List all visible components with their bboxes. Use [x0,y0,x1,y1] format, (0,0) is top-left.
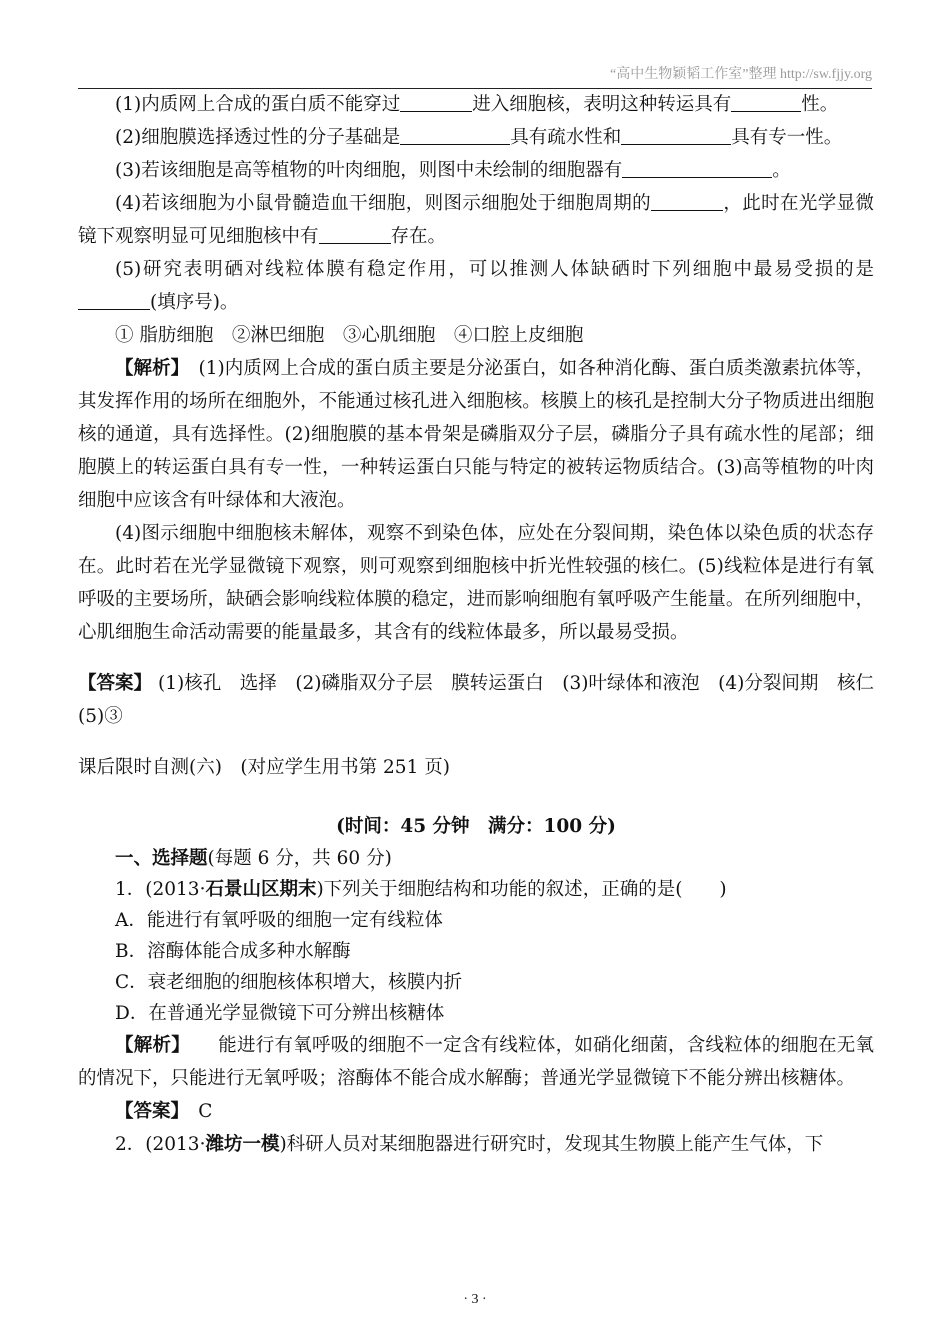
answer-blank [400,126,510,145]
analysis-1-text-1: (1)内质网上合成的蛋白质主要是分泌蛋白，如各种消化酶、蛋白质类激素抗体等，其发挥作用的场所在细胞外，不能通过核孔进入细胞核。核膜上的核孔是控制大分子物质进出细胞核的通道，具有选择性。(2)细胞膜的基本骨架是磷脂双分子层，磷脂分子具有疏水性的尾部；细胞膜上的转运蛋白具有专一性，一种转运蛋白只能与特定的被转运物质结合。(3)高等植物的叶肉细胞中应该含有叶绿体和大液泡。 [78,358,874,511]
mc2-source: 潍坊一模 [205,1134,280,1155]
question-1 [78,88,874,121]
header-text: “高中生物颖韬工作室”整理 http://sw.fjjy.org [610,67,872,82]
answer-1-text: (1)核孔 选择 (2)磷脂双分子层 膜转运蛋白 (3)叶绿体和液泡 (4)分裂间期 核仁 (5)③ [78,673,911,727]
mc1-option-c: C．衰老细胞的细胞核体积增大，核膜内折 [115,972,463,993]
mc2-stem: )科研人员对某细胞器进行研究时，发现其生物膜上能产生气体，下 [279,1134,824,1155]
mc1-option-d: D．在普通光学显微镜下可分辨出核糖体 [115,1003,445,1024]
question-4 [78,187,874,253]
analysis-1-para-2: (4)图示细胞中细胞核未解体，观察不到染色体，应处在分裂间期，染色体以染色质的状态存在。此时若在光学显微镜下观察，则可观察到细胞核中折光性较强的核仁。(5)线粒体是进行有氧呼吸的主要场所，缺硒会影响线粒体膜的稳定，进而影响细胞有氧呼吸产生能量。在所列细胞中，心肌细胞生命活动需要的能量最多，其含有的线粒体最多，所以最易受损。 [78,523,874,643]
q5-text-b: (填序号)。 [150,292,239,313]
part-title: 一、选择题 [115,848,208,869]
q3-text-a: (3)若该细胞是高等植物的叶肉细胞，则图中未绘制的细胞器有 [115,160,623,181]
q2-text-a: (2)细胞膜选择透过性的分子基础是 [115,127,401,148]
analysis-1-para-1 [78,352,874,517]
mc1-option-a: A．能进行有氧呼吸的细胞一定有线粒体 [115,910,443,931]
answer-blank [78,291,150,310]
mc1-option-b: B．溶酶体能合成多种水解酶 [115,941,351,962]
question-3 [78,154,874,187]
q2-text-c: 具有专一性。 [731,127,843,148]
q2-text-b: 具有疏水性和 [510,127,622,148]
question-5 [78,253,874,319]
q5-text-a: (5)研究表明硒对线粒体膜有稳定作用，可以推测人体缺硒时下列细胞中最易受损的是 [115,259,874,280]
analysis-label: 【解析】 [115,358,180,379]
answer-1 [78,667,911,733]
mc1-answer [78,1095,874,1128]
mc-question-1 [78,874,874,905]
question-2 [78,121,874,154]
mc1-answer-text: C [198,1101,213,1122]
q1-text-b: 进入细胞核，表明这种转运具有 [472,94,732,115]
q4-text-a: (4)若该细胞为小鼠骨髓造血干细胞，则图示细胞处于细胞周期的 [115,193,652,214]
answer-blank [622,159,772,178]
mc1-stem: )下列关于细胞结构和功能的叙述，正确的是( ) [316,879,727,900]
q1-text-c: 性。 [801,94,839,115]
page-body [78,88,911,1161]
q4-text-b: ，此时在光学显微镜下观察明显可见细胞核中有 [78,193,874,247]
answer-blank [400,93,472,112]
mc1-number: 1．(2013· [115,879,206,900]
answer-blank [621,126,731,145]
answer-label: 【答案】 [115,1101,180,1122]
mc1-source: 石景山区期末 [205,879,317,900]
mc1-analysis [78,1029,874,1095]
mc-question-2 [78,1128,874,1161]
q4-text-c: 存在。 [390,226,447,247]
answer-blank [319,225,391,244]
part-note: (每题 6 分，共 60 分) [207,848,392,869]
section-title: 课后限时自测(六) (对应学生用书第 251 页) [78,757,450,778]
mc2-number: 2．(2013· [115,1134,206,1155]
q1-text-a: (1)内质网上合成的蛋白质不能穿过 [115,94,401,115]
answer-label: 【答案】 [78,673,153,694]
question-5-options: ① 脂肪细胞 ②淋巴细胞 ③心肌细胞 ④口腔上皮细胞 [115,325,584,346]
analysis-label: 【解析】 [115,1035,181,1056]
answer-blank [731,93,801,112]
page-header [78,68,872,89]
section-time: (时间：45 分钟 满分：100 分) [336,816,616,837]
part-heading [78,843,874,874]
answer-blank [651,192,723,211]
q3-text-b: 。 [772,160,791,181]
page-number: · 3 · [463,1292,487,1307]
mc1-analysis-text: 能进行有氧呼吸的细胞不一定含有线粒体，如硝化细菌，含线粒体的细胞在无氧的情况下，只能进行无氧呼吸；溶酶体不能合成水解酶；普通光学显微镜下不能分辨出核糖体。 [78,1035,874,1089]
